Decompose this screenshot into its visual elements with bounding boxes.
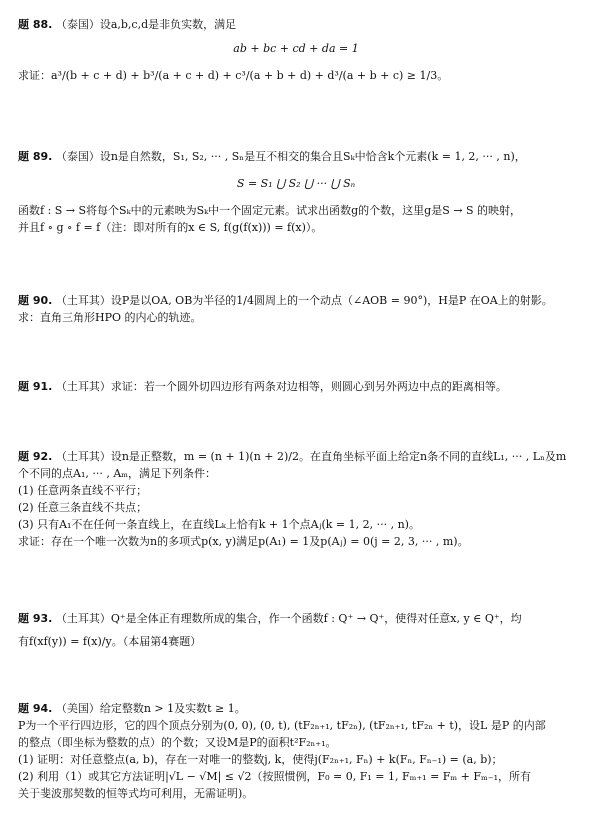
problem-92-line-1: 题 92. （土耳其）设n是正整数，m = (n + 1)(n + 2)/2。在直角坐标平面上给定n条不同的直线L₁, ··· , Lₙ及m <box>18 450 567 463</box>
problem-number: 题 89. <box>18 150 53 163</box>
problem-94-line-1: 题 94. （美国）给定整数n > 1及实数t ≥ 1。 <box>18 702 246 715</box>
problem-94-line-2: P为一个平行四边形，它的四个顶点分别为(0, 0), (0, t), (tF₂ₙ₊₁, tF₂ₙ), (tF₂ₙ₊₁, tF₂ₙ + t)，设L 是P 的内部 <box>18 719 546 732</box>
problem-90 <box>18 292 574 326</box>
problem-90-line-1: 题 90. （土耳其）设P是以OA, OB为半径的1/4圆周上的一个动点（∠AOB = 90°)，H是P 在OA上的射影。 <box>18 294 553 307</box>
problem-93-line-2: 有f(xf(y)) = f(x)/y。（本届第4赛题） <box>18 635 202 648</box>
problem-94-line-5: (2) 利用（1）或其它方法证明|√L − √M| ≤ √2（按照惯例，F₀ = 0, F₁ = 1, Fₘ₊₁ = Fₘ + Fₘ₋₁，所有 <box>18 770 531 783</box>
problem-country: （泰国） <box>55 18 100 31</box>
problem-88-inequality: 求证：a³/(b + c + d) + b³/(a + c + d) + c³/(a + b + d) + d³/(a + b + c) ≥ 1/3。 <box>18 69 449 82</box>
problem-country: （美国） <box>55 702 100 715</box>
problem-number: 题 90. <box>18 294 53 307</box>
problem-number: 题 91. <box>18 380 53 393</box>
problem-93-line-1: 题 93. （土耳其）Q⁺是全体正有理数所成的集合，作一个函数f : Q⁺ → Q⁺，使得对任意x, y ∈ Q⁺，均 <box>18 612 522 625</box>
problem-89-union: S = S₁ ⋃ S₂ ⋃ ··· ⋃ Sₙ <box>236 177 356 190</box>
problem-91 <box>18 378 574 395</box>
problem-94-line-4: (1) 证明：对任意整点(a, b)，存在一对唯一的整数j, k，使得j(F₂ₙ₊₁, Fₙ) + k(Fₙ, Fₙ₋₁) = (a, b)； <box>18 753 503 766</box>
problem-94-line-6: 关于斐波那契数的恒等式均可利用，无需证明)。 <box>18 787 254 800</box>
problem-number: 题 94. <box>18 702 53 715</box>
problem-88-line-1: 题 88. （泰国）设a,b,c,d是非负实数，满足 <box>18 18 237 31</box>
problem-90-line-2: 求：直角三角形HPO 的内心的轨迹。 <box>18 311 202 324</box>
problem-89-line-1: 题 89. （泰国）设n是自然数，S₁, S₂, ··· , Sₙ是互不相交的集合且Sₖ中恰含k个元素(k = 1, 2, ··· , n)， <box>18 150 526 163</box>
problem-89 <box>18 148 574 236</box>
problem-country: （泰国） <box>55 150 100 163</box>
problem-number: 题 88. <box>18 18 53 31</box>
problem-89-line-4: 并且f ∘ g ∘ f = f（注：即对所有的x ∈ S, f(g(f(x))) = f(x)）。 <box>18 221 323 234</box>
problem-92-line-2: 个不同的点A₁, ··· , Aₘ，满足下列条件： <box>18 467 217 480</box>
problem-92-line-5: (3) 只有A₁不在任何一条直线上，在直线Lₖ上恰有k + 1个点Aⱼ(k = 1, 2, ··· , n)。 <box>18 518 420 531</box>
problem-country: （土耳其） <box>55 612 111 625</box>
problem-88-equation: ab + bc + cd + da = 1 <box>233 42 359 55</box>
problem-92-line-6: 求证：存在一个唯一次数为n的多项式p(x, y)满足p(A₁) = 1及p(Aⱼ) = 0(j = 2, 3, ··· , m)。 <box>18 535 469 548</box>
problem-country: （土耳其） <box>55 380 111 393</box>
problem-country: （土耳其） <box>55 450 111 463</box>
problem-92-line-4: (2) 任意三条直线不共点； <box>18 501 148 514</box>
problem-number: 题 93. <box>18 612 53 625</box>
problem-number: 题 92. <box>18 450 53 463</box>
problem-94 <box>18 700 574 802</box>
problem-country: （土耳其） <box>55 294 111 307</box>
problem-89-line-3: 函数f : S → S将每个Sₖ中的元素映为Sₖ中一个固定元素。试求出函数g的个数，这里g是S → S 的映射， <box>18 204 522 217</box>
problem-88 <box>18 16 574 84</box>
problem-92-line-3: (1) 任意两条直线不平行； <box>18 484 148 497</box>
problem-92 <box>18 448 574 550</box>
problem-91-line-1: 题 91. （土耳其）求证：若一个圆外切四边形有两条对边相等，则圆心到另外两边中点的距离相等。 <box>18 380 507 393</box>
problem-93 <box>18 610 574 650</box>
problem-94-line-3: 的整点（即坐标为整数的点）的个数；又设M是P的面积t²F₂ₙ₊₁。 <box>18 736 337 749</box>
